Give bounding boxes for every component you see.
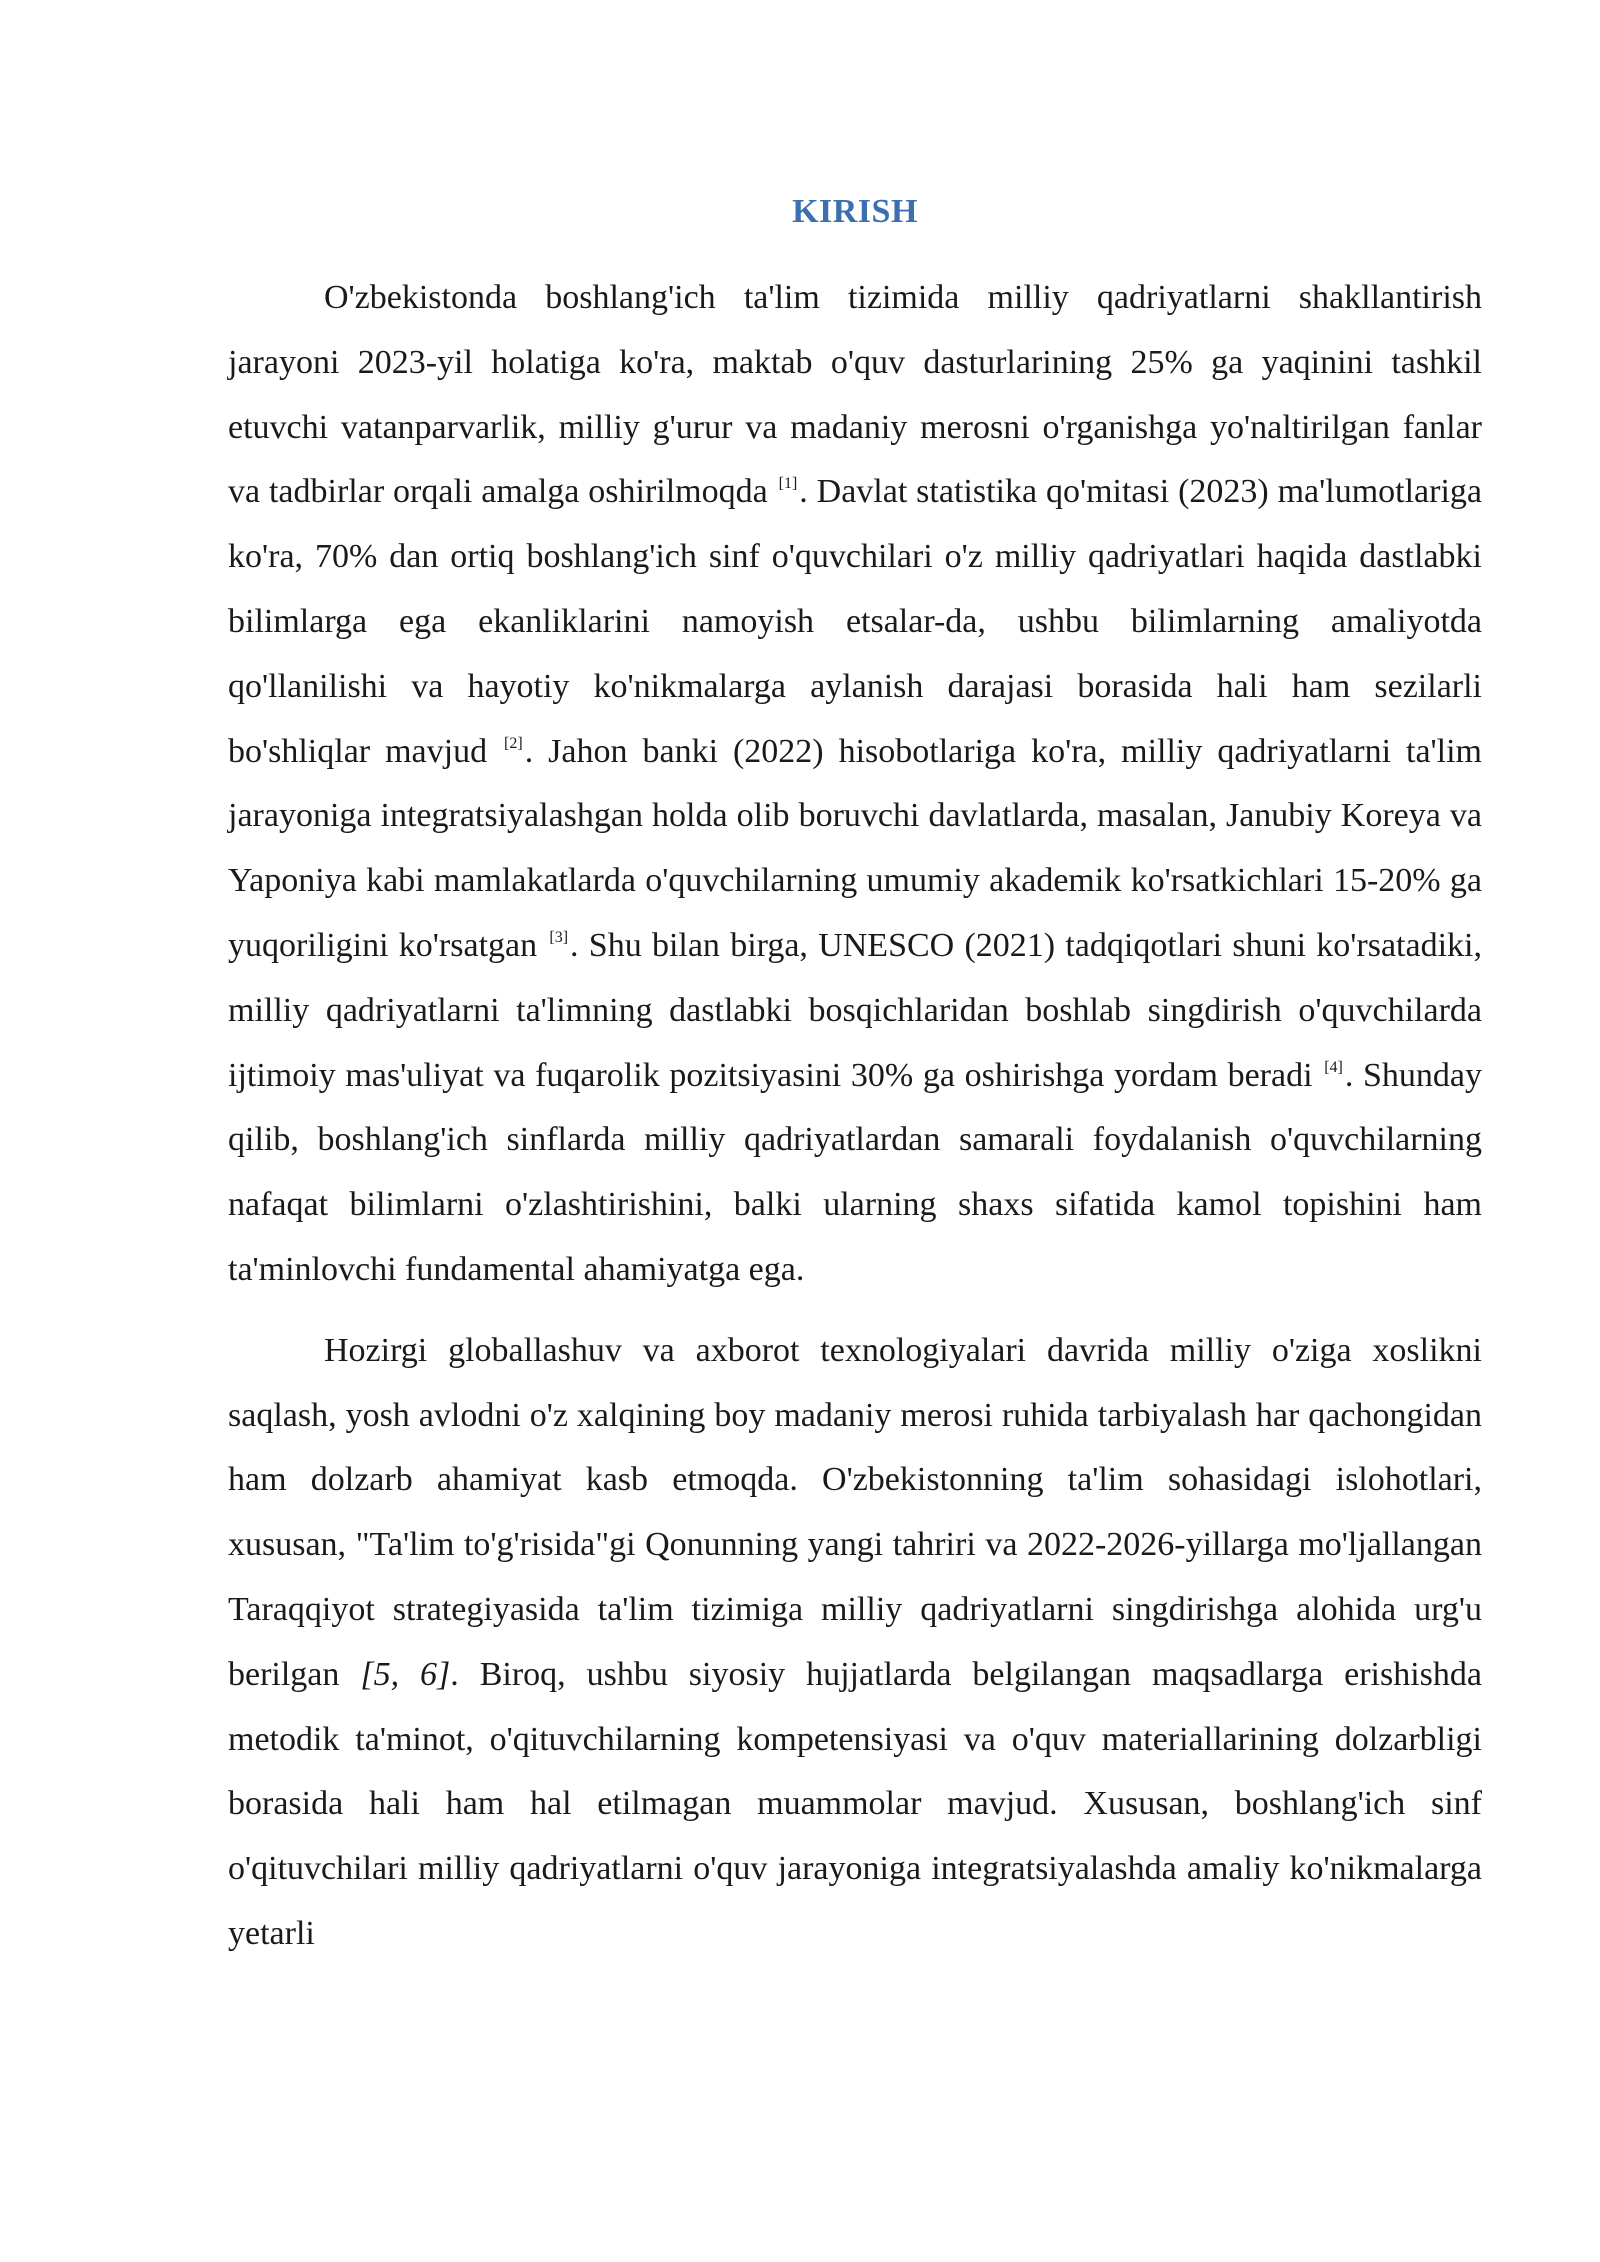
reference-4: [4]: [1324, 1058, 1343, 1076]
reference-1: [1]: [778, 475, 798, 493]
paragraph-2-text-1: Hozirgi globallashuv va axborot texnologiyalari davrida milliy o'ziga xoslikni saqlash, yosh avlodni o'z xalqining boy madaniy merosi ruhida tarbiyalash har qachongidan ham dolzarb ahamiyat kasb etmoqda. O'zbekistonning ta'lim sohasidagi islohotlari, xususan, "Ta'lim to'g'risida"gi Qonunning yangi tahriri va 2022-2026-yillarga mo'ljallangan Taraqqiyot strategiyasida ta'lim tizimiga milliy qadriyatlarni singdirishga alohida urg'u berilgan: [228, 1331, 1482, 1693]
document-body: [228, 180, 1482, 1983]
reference-3: [3]: [549, 928, 569, 946]
paragraph-1-text-2: . Davlat statistika qo'mitasi (2023) ma'lumotlariga ko'ra, 70% dan ortiq boshlang'ich sinf o'quvchilari o'z milliy qadriyatlari haqida dastlabki bilimlarga ega ekanliklarini namoyish etsalar-da, ushbu bilimlarning amaliyotda qo'llanilishi va hayotiy ko'nikmalarga aylanish darajasi borasida hali ham sezilarli bo'shliqlar mavjud: [228, 473, 1482, 770]
paragraph-2: [228, 1319, 1482, 1967]
paragraph-1-text-1: O'zbekistonda boshlang'ich ta'lim tizimida milliy qadriyatlarni shakllantirish jarayoni 2023-yil holatiga ko'ra, maktab o'quv dasturlarining 25% ga yaqinini tashkil etuvchi vatanparvarlik, milliy g'urur va madaniy merosni o'rganishga yo'naltirilgan fanlar va tadbirlar orqali amalga oshirilmoqda: [228, 279, 1482, 511]
section-heading: KIRISH: [792, 193, 918, 230]
paragraph-1-text-4: . Shu bilan birga, UNESCO (2021) tadqiqotlari shuni ko'rsatadiki, milliy qadriyatlarni ta'limning dastlabki bosqichlaridan boshlab singdirish o'quvchilarda ijtimoiy mas'uliyat va fuqarolik pozitsiyasini 30% ga oshirishga yordam beradi: [228, 926, 1482, 1094]
reference-2: [2]: [504, 734, 523, 752]
paragraph-1-text-5: . Shunday qilib, boshlang'ich sinflarda milliy qadriyatlardan samarali foydalanish o'quvchilarning nafaqat bilimlarni o'zlashtirishini, balki ularning shaxs sifatida kamol topishini ham ta'minlovchi fundamental ahamiyatga ega.: [228, 1056, 1483, 1288]
citation-5-6: [5, 6]: [360, 1655, 451, 1693]
paragraph-2-text-2: . Biroq, ushbu siyosiy hujjatlarda belgilangan maqsadlarga erishishda metodik ta'minot, o'qituvchilarning kompetensiyasi va o'quv materiallarining dolzarbligi borasida hali ham hal etilmagan muammolar mavjud. Xususan, boshlang'ich sinf o'qituvchilari milliy qadriyatlarni o'quv jarayoniga integratsiyalashda amaliy ko'nikmalarga yetarli: [228, 1655, 1482, 1952]
paragraph-1-text-3: . Jahon banki (2022) hisobotlariga ko'ra, milliy qadriyatlarni ta'lim jarayoniga integratsiyalashgan holda olib boruvchi davlatlarda, masalan, Janubiy Koreya va Yaponiya kabi mamlakatlarda o'quvchilarning umumiy akademik ko'rsatkichlari 15-20% ga yuqoriligini ko'rsatgan: [228, 732, 1483, 964]
paragraph-1: [228, 266, 1482, 1303]
